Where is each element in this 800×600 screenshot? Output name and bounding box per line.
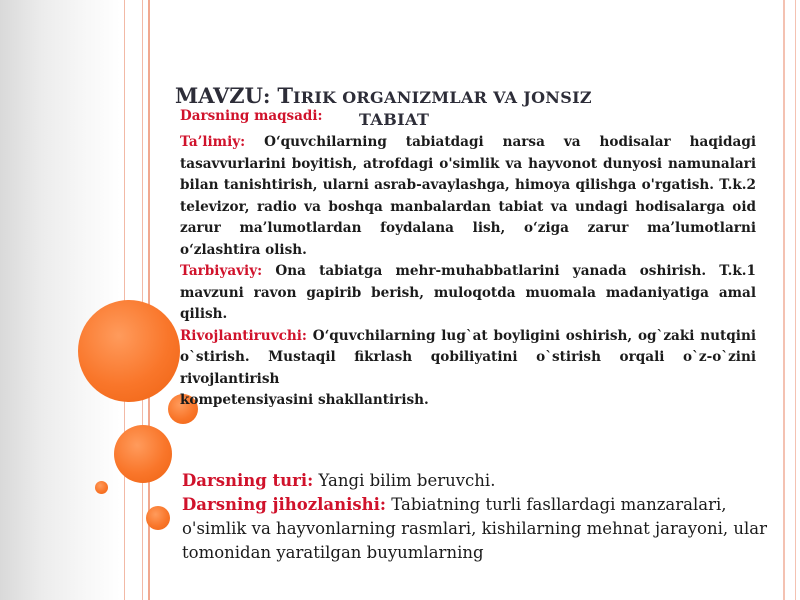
tarbiyaviy-label: Tarbiyaviy: (180, 263, 263, 279)
lesson-type-label: Darsning turi: (182, 471, 314, 490)
tarbiyaviy-paragraph (180, 261, 756, 326)
left-decorative-band (0, 0, 120, 600)
decorative-circle (78, 300, 180, 402)
slide-title (175, 84, 645, 110)
lesson-type (182, 469, 792, 493)
goals-heading: Darsning maqsadi: (180, 108, 323, 124)
rivojlantiruvchi-paragraph (180, 326, 756, 391)
lesson-equipment-text: Tabiatning turli fasllardagi manzaralari, o'simlik va hayvonlarning rasmlari, kishilarning mehnat jarayoni, ular tomonidan yaratilgan buyumlarning (182, 495, 767, 562)
decorative-line (142, 0, 143, 600)
title-initial: T (277, 83, 293, 108)
decorative-line-right (795, 0, 796, 600)
talimiy-text: O‘quvchilarning tabiatdagi narsa va hodisalar haqidagi tasavvurlarini boyitish, atrofdagi o'simlik va hayvonot dunyosi namunalari bilan tanishtirish, ularni asrab-avaylashga, himoya qilishga o'rgatish. T.k.2 televizor, radio va boshqa manbalardan tabiat va undagi hodisalarga oid zarur ma’lumotlardan foydalana lish, o‘ziga zarur ma’lumotlarni o‘zlashtira olish. (180, 134, 756, 258)
decorative-circle (146, 506, 170, 530)
title-colon: : (262, 84, 278, 108)
lesson-type-text: Yangi bilim beruvchi. (313, 471, 496, 490)
lesson-info (182, 469, 792, 565)
lesson-equipment (182, 493, 792, 565)
lesson-equipment-label: Darsning jihozlanishi: (182, 495, 387, 514)
slide-title-line2: TABIAT (359, 110, 430, 129)
title-prefix: MAVZU (175, 83, 263, 108)
rivojlantiruvchi-paragraph-2: kompetensiyasini shakllantirish. (180, 392, 429, 408)
decorative-circle (95, 481, 108, 494)
talimiy-paragraph (180, 132, 756, 261)
title-rest: IRIK ORGANIZMLAR VA JONSIZ (292, 88, 592, 107)
goals-body (180, 132, 756, 412)
tarbiyaviy-text: Ona tabiatga mehr-muhabbatlarini yanada oshirish. T.k.1 mavzuni ravon gapirib berish, muloqotda muomala madaniyatiga amal qilish. (180, 263, 756, 322)
rivojlantiruvchi-text: O‘quvchilarning lug`at boyligini oshirish, og`zaki nutqini o`stirish. Mustaqil fikrlash qobiliyatini o`stirish orqali o`z-o`zini rivojlantirish (180, 327, 756, 387)
decorative-circle (114, 425, 172, 483)
rivojlantiruvchi-label: Rivojlantiruvchi: (180, 327, 307, 344)
talimiy-label: Ta’limiy: (180, 134, 246, 150)
